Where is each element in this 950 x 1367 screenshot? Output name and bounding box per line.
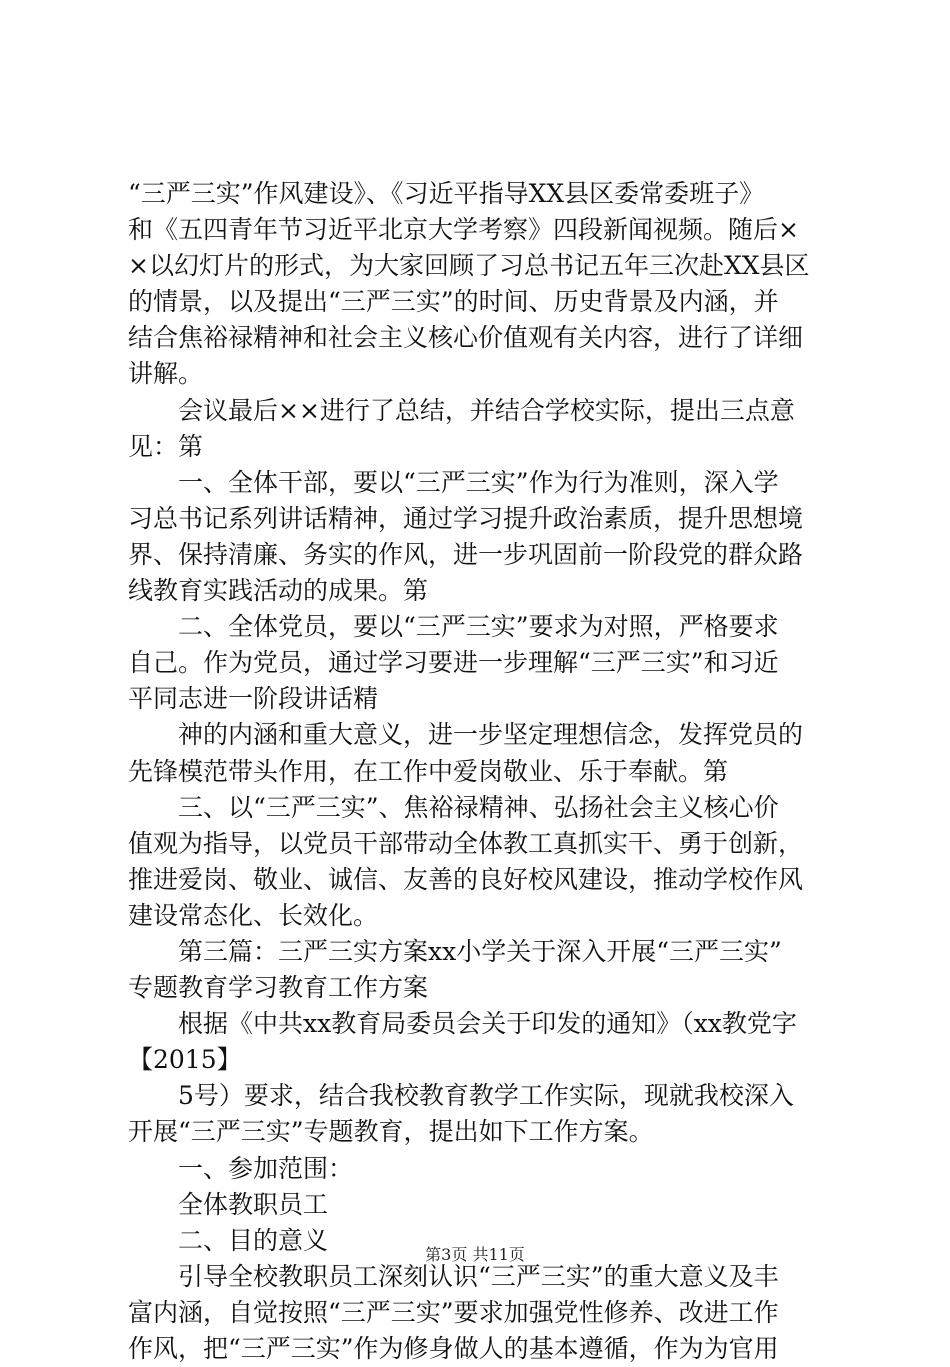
- text-line: 和《五四青年节习近平北京大学考察》四段新闻视频。随后×: [128, 215, 799, 245]
- text-line: 见：第: [128, 431, 204, 461]
- text-line: 二、目的意义: [178, 1225, 329, 1255]
- text-line: 习总书记系列讲话精神，通过学习提升政治素质，提升思想境: [128, 503, 804, 533]
- text-line: “三严三实”作风建设》、《习近平指导XX县区委常委班子》: [128, 179, 765, 208]
- text-line: 第三篇：三严三实方案xx小学关于深入开展“三严三实”: [178, 936, 782, 966]
- text-line: 自己。作为党员，通过学习要进一步理解“三严三实”和习近: [128, 648, 779, 678]
- text-line: 作风，把“三严三实”作为修身做人的基本遵循，作为为官用: [128, 1334, 779, 1363]
- text-line: 引导全校教职员工深刻认识“三严三实”的重大意义及丰: [178, 1261, 779, 1291]
- text-line: 神的内涵和重大意义，进一步坚定理想信念，发挥党员的: [178, 720, 804, 750]
- text-line: 界、保持清廉、务实的作风，进一步巩固前一阶段党的群众路: [128, 539, 804, 569]
- text-line: 先锋模范带头作用，在工作中爱岗敬业、乐于奉献。第: [128, 756, 729, 786]
- text-line: ×以幻灯片的形式，为大家回顾了习总书记五年三次赴XX县区: [128, 251, 810, 281]
- text-line: 一、全体干部，要以“三严三实”作为行为准则，深入学: [178, 467, 779, 497]
- text-line: 的情景，以及提出“三严三实”的时间、历史背景及内涵，并: [128, 287, 779, 317]
- text-line: 二、全体党员，要以“三严三实”要求为对照，严格要求: [178, 612, 779, 642]
- text-line: 三、以“三严三实”、焦裕禄精神、弘扬社会主义核心价: [178, 792, 779, 822]
- text-line: 一、参加范围：: [178, 1153, 354, 1183]
- text-line: 推进爱岗、敬业、诚信、友善的良好校风建设，推动学校作风: [128, 864, 804, 894]
- text-line: 线教育实践活动的成果。第: [128, 576, 429, 606]
- text-line: 结合焦裕禄精神和社会主义核心价值观有关内容，进行了详细: [128, 323, 804, 353]
- text-line: 专题教育学习教育工作方案: [128, 973, 429, 1003]
- text-line: 【2015】: [128, 1045, 242, 1075]
- text-line: 根据《中共xx教育局委员会关于印发的通知》（xx教党字: [178, 1009, 797, 1039]
- text-line: 平同志进一阶段讲话精: [128, 684, 379, 714]
- text-line: 值观为指导，以党员干部带动全体教工真抓实干、勇于创新，: [128, 828, 804, 858]
- text-line: 富内涵，自觉按照“三严三实”要求加强党性修养、改进工作: [128, 1297, 779, 1327]
- text-line: 5号）要求，结合我校教育教学工作实际，现就我校深入: [178, 1081, 794, 1111]
- text-line: 讲解。: [128, 359, 204, 389]
- page-number-footer: 第3页 共11页: [425, 1245, 525, 1264]
- text-line: 全体教职员工: [178, 1189, 329, 1219]
- text-line: 会议最后××进行了总结，并结合学校实际，提出三点意: [178, 395, 795, 425]
- text-line: 建设常态化、长效化。: [128, 900, 379, 930]
- document-body: [128, 176, 832, 1367]
- text-line: 开展“三严三实”专题教育，提出如下工作方案。: [128, 1117, 654, 1147]
